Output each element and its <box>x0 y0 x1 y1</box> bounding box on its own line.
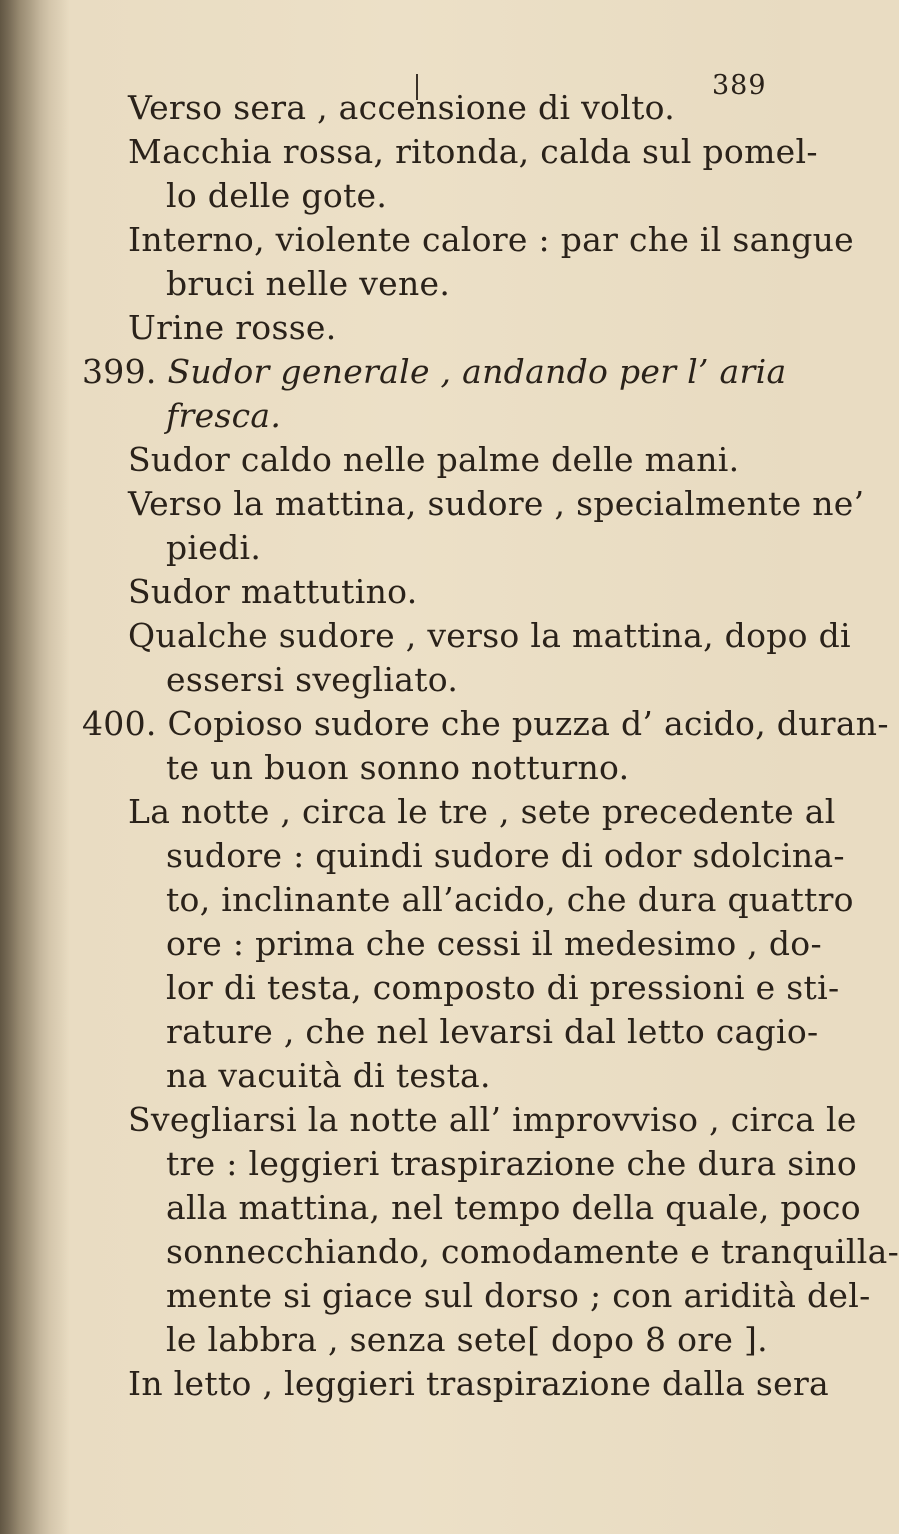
text-line <box>82 704 889 744</box>
entry-number: 400. <box>82 704 157 743</box>
text-line: Interno, violente calore : par che il sangue <box>128 220 855 259</box>
text-line <box>82 352 786 392</box>
entry-heading: Sudor generale , andando per l’ aria <box>167 352 787 391</box>
text-line: essersi svegliato. <box>166 660 459 699</box>
text-line: Svegliarsi la notte all’ improvviso , circa le <box>128 1100 857 1139</box>
text-line: to, inclinante all’acido, che dura quattro <box>166 880 854 919</box>
text-line: fresca. <box>166 396 282 435</box>
binding-shadow <box>0 0 70 1534</box>
text-line: mente si giace sul dorso ; con aridità del- <box>166 1276 871 1315</box>
page-number: 389 <box>712 70 767 101</box>
text-line: bruci nelle vene. <box>166 264 451 303</box>
text-line: lor di testa, composto di pressioni e sti- <box>166 968 840 1007</box>
text-line: Macchia rossa, ritonda, calda sul pomel- <box>128 132 818 171</box>
text-line: Urine rosse. <box>128 308 337 347</box>
text-line: Verso la mattina, sudore , specialmente ne’ <box>128 484 865 523</box>
text-line: rature , che nel levarsi dal letto cagio- <box>166 1012 819 1051</box>
entry-text: Copioso sudore che puzza d’ acido, duran- <box>167 704 889 743</box>
text-line: te un buon sonno notturno. <box>166 748 630 787</box>
text-line: sudore : quindi sudore di odor sdolcina- <box>166 836 845 875</box>
text-line: Qualche sudore , verso la mattina, dopo di <box>128 616 851 655</box>
text-line: tre : leggieri traspirazione che dura sino <box>166 1144 858 1183</box>
text-line: le labbra , senza sete[ dopo 8 ore ]. <box>166 1320 768 1359</box>
text-line: In letto , leggieri traspirazione dalla sera <box>128 1364 829 1403</box>
text-line: Sudor mattutino. <box>128 572 418 611</box>
text-line: piedi. <box>166 528 262 567</box>
text-line: lo delle gote. <box>166 176 388 215</box>
text-line: alla mattina, nel tempo della quale, poco <box>166 1188 861 1227</box>
entry-number: 399. <box>82 352 157 391</box>
text-line: na vacuità di testa. <box>166 1056 491 1095</box>
text-line: ore : prima che cessi il medesimo , do- <box>166 924 822 963</box>
text-line: Sudor caldo nelle palme delle mani. <box>128 440 740 479</box>
text-line: sonnecchiando, comodamente e tranquilla- <box>166 1232 899 1271</box>
text-line: Verso sera , accensione di volto. <box>128 88 676 127</box>
text-line: La notte , circa le tre , sete precedente al <box>128 792 836 831</box>
